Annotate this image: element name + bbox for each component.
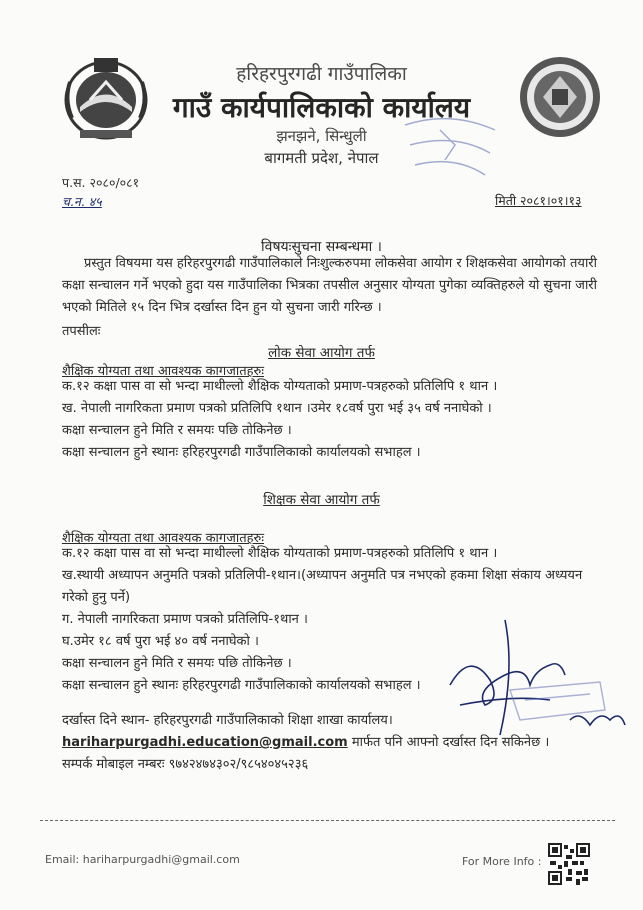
section-title-shikshak-sewa: शिक्षक सेवा आयोग तर्फ: [263, 492, 380, 508]
list-item: ख.स्थायी अध्यापन अनुमति पत्रको प्रतिलिपी-१थान।(अध्यापन अनुमति पत्र नभएको हकमा शिक्षा संकाय अध्ययन गरेको हुनु पर्ने): [62, 568, 583, 605]
section-subtitle: शैक्षिक योग्यता तथा आवश्यक कागजातहरुः: [62, 364, 264, 379]
list-item: कक्षा सन्चालन हुने मिति र समयः पछि तोकिनेछ ।: [62, 423, 292, 438]
intro-paragraph: प्रस्तुत विषयमा यस हरिहरपुरगढी गाउँपालिकाले निःशुल्करुपमा लोकसेवा आयोग र शिक्षकसेवा आयोगको तयारी कक्षा सन्चालन गर्ने भएको हुदा यस गाउँपालिका भित्रका तपसील अनुसार योग्यता पुगेका व्यक्तिहरुले यो सुचना जारी भएको मितिले १५ दिन भित्र दर्खास्त दिन हुन यो सुचना जारी गरिन्छ ।: [62, 256, 597, 315]
province-country: बागमती प्रदेश, नेपाल: [264, 149, 379, 167]
section-title-lok-sewa: लोक सेवा आयोग तर्फ: [268, 345, 375, 361]
list-item: ख. नेपाली नागरिकता प्रमाण पत्रको प्रतिलिपि १थान ।उमेर १८वर्ष पुरा भई ३५ वर्ष ननाघेको ।: [62, 401, 492, 416]
reference-number: प.स. २०८०/०८१: [62, 175, 140, 190]
education-email-link[interactable]: hariharpurgadhi.education@gmail.com: [62, 735, 348, 750]
dispatch-number: च.न. ४५: [62, 194, 102, 209]
qr-code-icon[interactable]: [548, 843, 590, 885]
list-item: क.१२ कक्षा पास वा सो भन्दा माथील्लो शैक्षिक योग्यताको प्रमाण-पत्रहरुको प्रतिलिपि १ थान ।: [62, 546, 498, 561]
email-suffix: मार्फत पनि आफ्नो दर्खास्त दिन सकिनेछ ।: [347, 735, 550, 750]
footer-email[interactable]: Email: hariharpurgadhi@gmail.com: [45, 853, 240, 866]
application-place: दर्खास्त दिने स्थान- हरिहरपुरगढी गाउँपालिकाको शिक्षा शाखा कार्यालय।: [62, 713, 393, 728]
contact-section: [62, 710, 549, 776]
section-subtitle: शैक्षिक योग्यता तथा आवश्यक कागजातहरुः: [62, 531, 264, 546]
office-location: झनझने, सिन्धुली: [276, 127, 367, 145]
list-item: कक्षा सन्चालन हुने स्थानः हरिहरपुरगढी गाउँपालिकाको कार्यालयको सभाहल ।: [62, 678, 421, 693]
list-item: क.१२ कक्षा पास वा सो भन्दा माथील्लो शैक्षिक योग्यताको प्रमाण-पत्रहरुको प्रतिलिपि १ थान ।: [62, 379, 498, 394]
municipality-name: हरिहरपुरगढी गाउँपालिका: [236, 63, 407, 85]
subject-line: विषयःसुचना सम्बन्धमा ।: [261, 239, 382, 255]
office-title: गाउँ कार्यपालिकाको कार्यालय: [172, 91, 471, 124]
document-date: मिती २०८१।०१।१३: [495, 193, 582, 208]
list-item: ग. नेपाली नागरिकता प्रमाण पत्रको प्रतिलिपि-१थान ।: [62, 612, 308, 627]
list-item: घ.उमेर १८ वर्ष पुरा भई ४० वर्ष ननाघेको ।: [62, 634, 259, 649]
details-label: तपसीलः: [62, 324, 101, 339]
list-item: कक्षा सन्चालन हुने मिति र समयः पछि तोकिनेछ ।: [62, 656, 292, 671]
list-item: कक्षा सन्चालन हुने स्थानः हरिहरपुरगढी गाउँपालिकाको कार्यालयको सभाहल ।: [62, 445, 421, 460]
footer-divider: [40, 820, 615, 821]
requirements-list-lok-sewa: [62, 376, 602, 464]
footer-more-info: For More Info :: [462, 855, 542, 868]
mobile-numbers: सम्पर्क मोबाइल नम्बरः ९७४२४७४३०२/९८५४०४५२३६: [62, 757, 309, 772]
email-line: [62, 732, 549, 754]
